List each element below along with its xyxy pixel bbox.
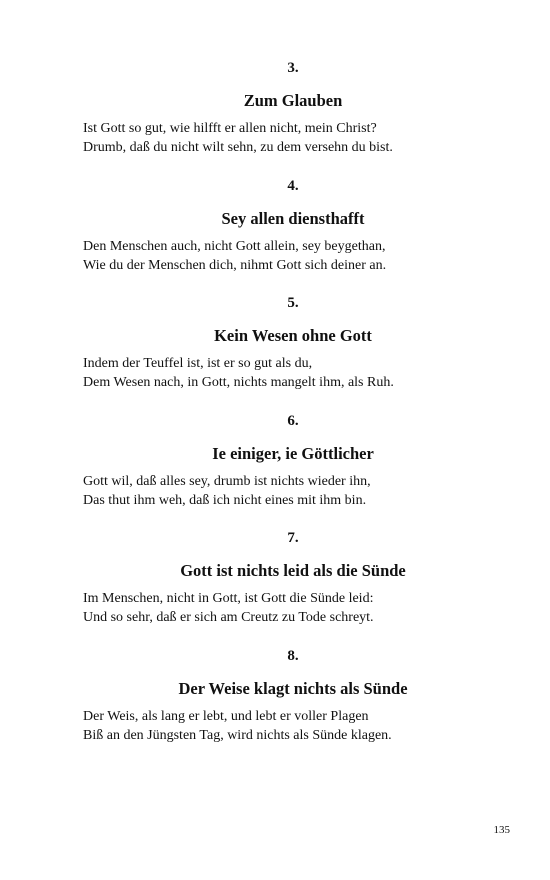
verse-line: Biß an den Jüngsten Tag, wird nichts als Sünde klagen. [83,728,392,743]
verse-line: Und so sehr, daß er sich am Creutz zu Tode schreyt. [83,610,374,625]
verse-line: Der Weis, als lang er lebt, und lebt er voller Plagen [83,709,369,724]
verse-line: Wie du der Menschen dich, nihmt Gott sich deiner an. [83,258,387,273]
verse-line: Gott wil, daß alles sey, drumb ist nichts wieder ihn, [83,474,371,489]
epigram-number: 5. [287,295,299,311]
epigram-verse [83,237,503,275]
page-number: 135 [493,824,510,836]
epigram-number: 6. [287,413,299,429]
verse-line: Den Menschen auch, nicht Gott allein, sey beygethan, [83,239,386,254]
epigram-verse [83,119,503,157]
verse-line: Indem der Teuffel ist, ist er so gut als du, [83,356,313,371]
epigram-title: Ie einiger, ie Göttlicher [212,444,374,463]
epigram-title: Zum Glauben [243,91,343,110]
verse-line: Ist Gott so gut, wie hilfft er allen nicht, mein Christ? [83,121,377,136]
epigram-verse [83,589,503,627]
epigram-number: 8. [287,648,299,664]
epigram-number: 4. [287,178,299,194]
epigram-title: Der Weise klagt nichts als Sünde [178,679,408,698]
epigram-verse [83,472,503,510]
verse-line: Dem Wesen nach, in Gott, nichts mangelt ihm, als Ruh. [83,375,394,390]
verse-line: Das thut ihm weh, daß ich nicht eines mit ihm bin. [83,493,367,508]
epigram-title: Gott ist nichts leid als die Sünde [180,561,406,580]
epigram-verse [83,354,503,392]
epigram-verse [83,707,503,745]
epigram-number: 7. [287,530,299,546]
epigram-title: Kein Wesen ohne Gott [214,326,372,345]
verse-line: Drumb, daß du nicht wilt sehn, zu dem versehn du bist. [83,140,393,155]
epigram-title: Sey allen diensthafft [221,209,365,228]
verse-line: Im Menschen, nicht in Gott, ist Gott die Sünde leid: [83,591,374,606]
epigram-number: 3. [287,60,299,76]
